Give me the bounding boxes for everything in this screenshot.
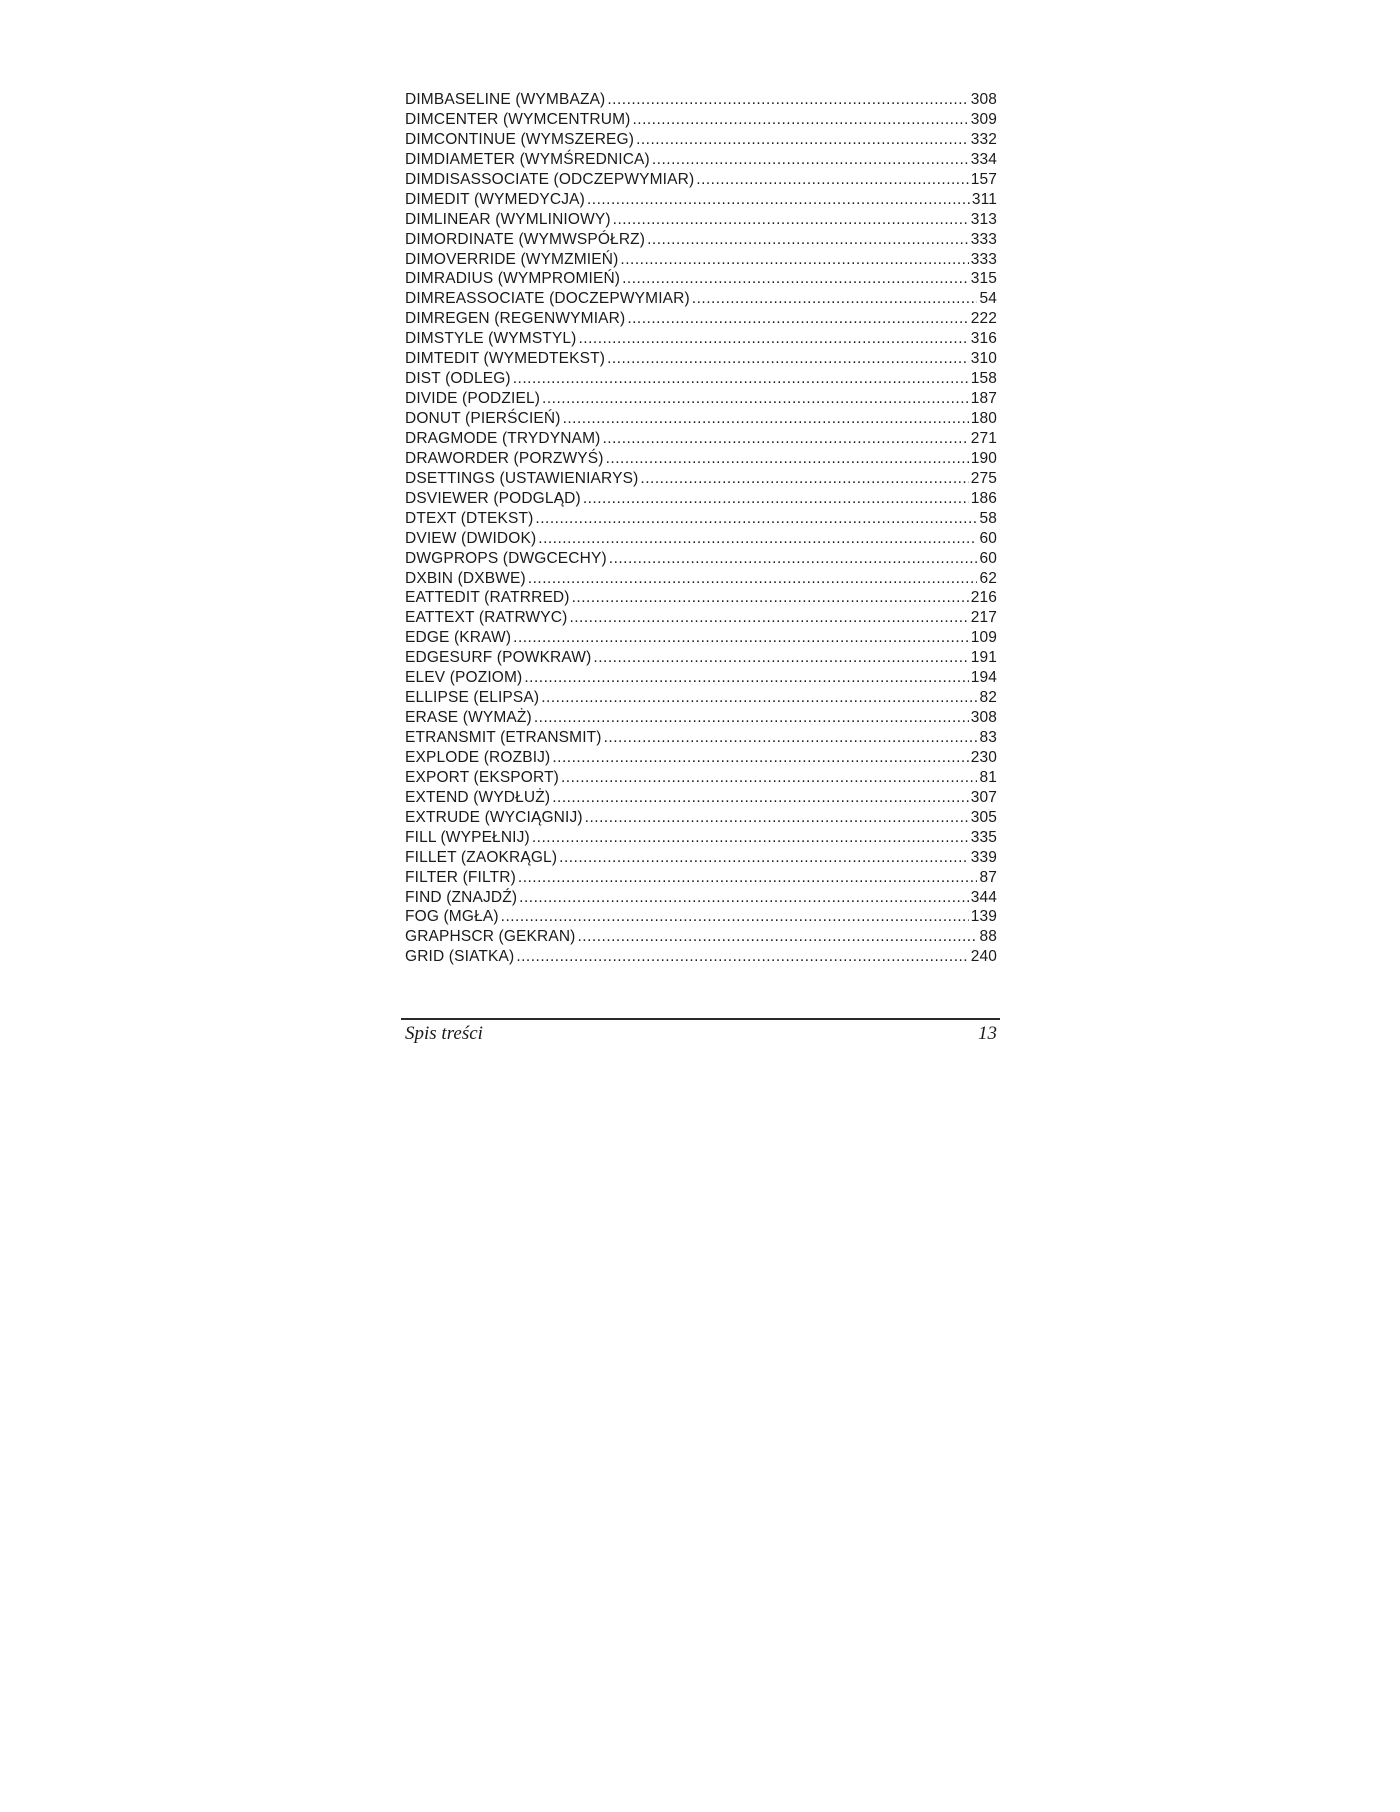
toc-entry-page: 310	[970, 350, 997, 368]
toc-entry-label: FILL (WYPEŁNIJ)	[405, 828, 530, 846]
footer-divider	[401, 1018, 1000, 1020]
toc-entry	[405, 130, 997, 150]
toc-entry	[405, 110, 997, 130]
toc-entry	[405, 509, 997, 529]
toc-entry-page: 222	[970, 310, 997, 328]
toc-entry-label: GRAPHSCR (GEKRAN)	[405, 928, 576, 946]
toc-entry-label: FILTER (FILTR)	[405, 868, 516, 886]
toc-entry-label: DXBIN (DXBWE)	[405, 569, 526, 587]
toc-entry	[405, 768, 997, 788]
toc-entry-page: 217	[970, 609, 997, 627]
toc-entry	[405, 529, 997, 549]
toc-entry-page: 158	[970, 370, 997, 388]
toc-entry-page: 180	[970, 410, 997, 427]
toc-entry	[405, 309, 997, 329]
toc-entry-page: 54	[979, 290, 997, 308]
toc-entry	[405, 888, 997, 908]
toc-entry-label: FIND (ZNAJDŹ)	[405, 888, 518, 906]
toc-leader-dots	[552, 748, 968, 768]
toc-entry-label: FILLET (ZAOKRĄGL)	[405, 848, 558, 866]
toc-entry	[405, 688, 997, 708]
toc-entry-page: 187	[970, 390, 997, 408]
toc-entry-page: 316	[970, 330, 997, 348]
footer-section-title: Spis treści	[405, 1023, 483, 1044]
toc-entry-page: 83	[979, 729, 997, 746]
toc-leader-dots	[513, 369, 969, 389]
toc-entry-label: DIMCENTER (WYMCENTRUM)	[405, 110, 631, 128]
toc-entry-label: DIMREGEN (REGENWYMIAR)	[405, 310, 626, 328]
toc-entry-page: 216	[970, 589, 997, 607]
toc-leader-dots	[696, 170, 968, 190]
toc-entry-page: 194	[970, 669, 997, 687]
toc-entry-page: 157	[970, 170, 997, 188]
toc-entry-page: 81	[979, 768, 997, 786]
toc-entry-label: DSETTINGS (USTAWIENIARYS)	[405, 469, 639, 487]
toc-leader-dots	[583, 489, 969, 509]
toc-entry-label: DIMREASSOCIATE (DOCZEPWYMIAR)	[405, 290, 690, 308]
footer-page-number: 13	[978, 1023, 997, 1044]
toc-entry-label: DRAGMODE (TRYDYNAM)	[405, 429, 601, 447]
toc-entry-page: 271	[970, 429, 997, 447]
toc-leader-dots	[632, 110, 968, 130]
toc-entry	[405, 947, 997, 967]
toc-entry-page: 333	[970, 230, 997, 248]
page-footer	[405, 1023, 997, 1045]
toc-entry	[405, 728, 997, 748]
toc-entry-page: 275	[970, 469, 997, 487]
toc-leader-dots	[559, 848, 969, 868]
toc-entry-label: DIMORDINATE (WYMWSPÓŁRZ)	[405, 230, 646, 248]
toc-entry-page: 109	[970, 629, 997, 647]
toc-entry	[405, 150, 997, 170]
toc-entry	[405, 289, 997, 309]
toc-leader-dots	[542, 389, 969, 409]
toc-entry	[405, 549, 997, 569]
toc-entry	[405, 588, 997, 608]
toc-entry	[405, 927, 997, 947]
toc-leader-dots	[640, 469, 968, 489]
toc-leader-dots	[524, 668, 968, 688]
toc-entry-label: DWGPROPS (DWGCECHY)	[405, 549, 607, 567]
toc-leader-dots	[541, 688, 977, 708]
toc-entry-label: DIMRADIUS (WYMPROMIEŃ)	[405, 270, 621, 288]
toc-entry	[405, 868, 997, 888]
toc-entry-label: EXPORT (EKSPORT)	[405, 768, 559, 786]
toc-entry-page: 305	[970, 808, 997, 826]
toc-entry	[405, 210, 997, 230]
toc-entry-page: 88	[979, 928, 997, 946]
toc-entry	[405, 429, 997, 449]
toc-entry	[405, 788, 997, 808]
toc-entry-label: EATTEXT (RATRWYC)	[405, 609, 568, 627]
toc-leader-dots	[636, 130, 969, 150]
toc-leader-dots	[593, 648, 968, 668]
toc-entry	[405, 569, 997, 589]
toc-entry-page: 230	[970, 748, 997, 766]
toc-leader-dots	[577, 927, 977, 947]
toc-entry-page: 335	[970, 828, 997, 846]
toc-entry-label: EDGE (KRAW)	[405, 629, 512, 647]
toc-entry	[405, 250, 997, 270]
toc-entry	[405, 848, 997, 868]
toc-leader-dots	[652, 150, 969, 170]
toc-entry-label: DONUT (PIERŚCIEŃ)	[405, 410, 561, 427]
toc-entry-label: DIST (ODLEG)	[405, 370, 511, 388]
toc-leader-dots	[538, 529, 977, 549]
toc-entry	[405, 489, 997, 509]
toc-entry-page: 311	[971, 190, 997, 208]
toc-entry-label: DIMDISASSOCIATE (ODCZEPWYMIAR)	[405, 170, 695, 188]
toc-leader-dots	[518, 868, 978, 888]
toc-leader-dots	[532, 828, 969, 848]
toc-entry-label: DIVIDE (PODZIEL)	[405, 390, 541, 408]
toc-entry-label: EXPLODE (ROZBIJ)	[405, 748, 551, 766]
toc-entry-page: 344	[970, 888, 997, 906]
toc-entry-label: EDGESURF (POWKRAW)	[405, 649, 592, 667]
toc-entry-page: 82	[979, 689, 997, 707]
toc-entry	[405, 90, 997, 110]
toc-entry	[405, 748, 997, 768]
toc-entry-label: DIMDIAMETER (WYMŚREDNICA)	[405, 150, 650, 168]
toc-leader-dots	[552, 788, 968, 808]
toc-leader-dots	[622, 269, 969, 289]
toc-leader-dots	[647, 230, 969, 250]
toc-leader-dots	[585, 808, 969, 828]
toc-entry-label: DIMTEDIT (WYMEDTEKST)	[405, 350, 606, 368]
toc-entry-label: GRID (SIATKA)	[405, 948, 515, 966]
toc-entry-page: 313	[970, 210, 997, 228]
toc-leader-dots	[602, 429, 968, 449]
toc-entry-page: 332	[970, 130, 997, 148]
toc-leader-dots	[606, 449, 969, 469]
toc-leader-dots	[563, 409, 969, 429]
toc-entry	[405, 349, 997, 369]
toc-leader-dots	[627, 309, 968, 329]
toc-entry	[405, 808, 997, 828]
toc-entry-label: DIMSTYLE (WYMSTYL)	[405, 330, 577, 348]
toc-entry-list	[405, 90, 997, 967]
toc-leader-dots	[613, 210, 969, 230]
toc-leader-dots	[620, 250, 968, 270]
toc-entry	[405, 389, 997, 409]
toc-entry-page: 139	[970, 908, 997, 926]
toc-leader-dots	[572, 588, 969, 608]
toc-entry	[405, 469, 997, 489]
toc-entry-label: ETRANSMIT (ETRANSMIT)	[405, 729, 602, 746]
toc-leader-dots	[604, 728, 978, 748]
toc-entry	[405, 648, 997, 668]
toc-entry-label: DVIEW (DWIDOK)	[405, 529, 537, 547]
toc-entry-page: 315	[970, 270, 997, 288]
toc-leader-dots	[569, 608, 968, 628]
toc-entry-label: DIMBASELINE (WYMBAZA)	[405, 91, 606, 108]
toc-entry	[405, 170, 997, 190]
toc-entry-label: ERASE (WYMAŻ)	[405, 709, 532, 727]
toc-entry	[405, 369, 997, 389]
toc-leader-dots	[501, 907, 969, 927]
toc-entry-page: 334	[970, 150, 997, 168]
toc-entry-page: 60	[979, 529, 997, 547]
table-of-contents	[405, 90, 997, 967]
toc-entry-label: DIMCONTINUE (WYMSZEREG)	[405, 130, 635, 148]
toc-leader-dots	[607, 90, 968, 110]
toc-leader-dots	[587, 190, 970, 210]
toc-entry	[405, 449, 997, 469]
toc-leader-dots	[519, 888, 969, 908]
toc-entry	[405, 828, 997, 848]
toc-leader-dots	[513, 628, 969, 648]
toc-leader-dots	[609, 549, 978, 569]
toc-entry	[405, 668, 997, 688]
toc-entry-label: ELEV (POZIOM)	[405, 669, 523, 687]
toc-entry-page: 308	[970, 709, 997, 727]
toc-entry	[405, 907, 997, 927]
toc-entry	[405, 409, 997, 429]
toc-leader-dots	[607, 349, 969, 369]
toc-entry-page: 87	[979, 868, 997, 886]
toc-entry-page: 309	[970, 110, 997, 128]
toc-entry	[405, 708, 997, 728]
toc-entry-page: 62	[979, 569, 997, 587]
toc-leader-dots	[534, 708, 969, 728]
toc-entry-label: DIMOVERRIDE (WYMZMIEŃ)	[405, 250, 619, 268]
toc-entry-page: 308	[970, 91, 997, 108]
toc-entry	[405, 190, 997, 210]
toc-entry-label: ELLIPSE (ELIPSA)	[405, 689, 540, 707]
toc-entry-page: 186	[970, 489, 997, 507]
toc-entry-page: 339	[970, 848, 997, 866]
toc-entry-label: DTEXT (DTEKST)	[405, 509, 534, 527]
toc-entry	[405, 269, 997, 289]
toc-entry	[405, 230, 997, 250]
toc-entry-page: 307	[970, 788, 997, 806]
toc-entry-label: EATTEDIT (RATRRED)	[405, 589, 570, 607]
toc-entry-page: 60	[979, 549, 997, 567]
toc-entry-label: EXTRUDE (WYCIĄGNIJ)	[405, 808, 583, 826]
toc-entry-page: 58	[979, 509, 997, 527]
toc-entry-page: 191	[970, 649, 997, 667]
toc-leader-dots	[561, 768, 977, 788]
toc-entry-label: FOG (MGŁA)	[405, 908, 499, 926]
toc-entry-page: 333	[970, 250, 997, 268]
toc-leader-dots	[692, 289, 978, 309]
toc-entry-label: DIMEDIT (WYMEDYCJA)	[405, 190, 585, 208]
toc-entry	[405, 608, 997, 628]
toc-entry-label: DSVIEWER (PODGLĄD)	[405, 489, 581, 507]
toc-leader-dots	[535, 509, 977, 529]
toc-entry-label: DRAWORDER (PORZWYŚ)	[405, 449, 604, 467]
toc-entry	[405, 628, 997, 648]
toc-entry-label: DIMLINEAR (WYMLINIOWY)	[405, 210, 611, 228]
toc-leader-dots	[579, 329, 969, 349]
toc-leader-dots	[516, 947, 968, 967]
toc-entry-page: 240	[970, 948, 997, 966]
toc-leader-dots	[528, 569, 978, 589]
toc-entry-label: EXTEND (WYDŁUŻ)	[405, 788, 551, 806]
toc-entry-page: 190	[970, 449, 997, 467]
toc-entry	[405, 329, 997, 349]
